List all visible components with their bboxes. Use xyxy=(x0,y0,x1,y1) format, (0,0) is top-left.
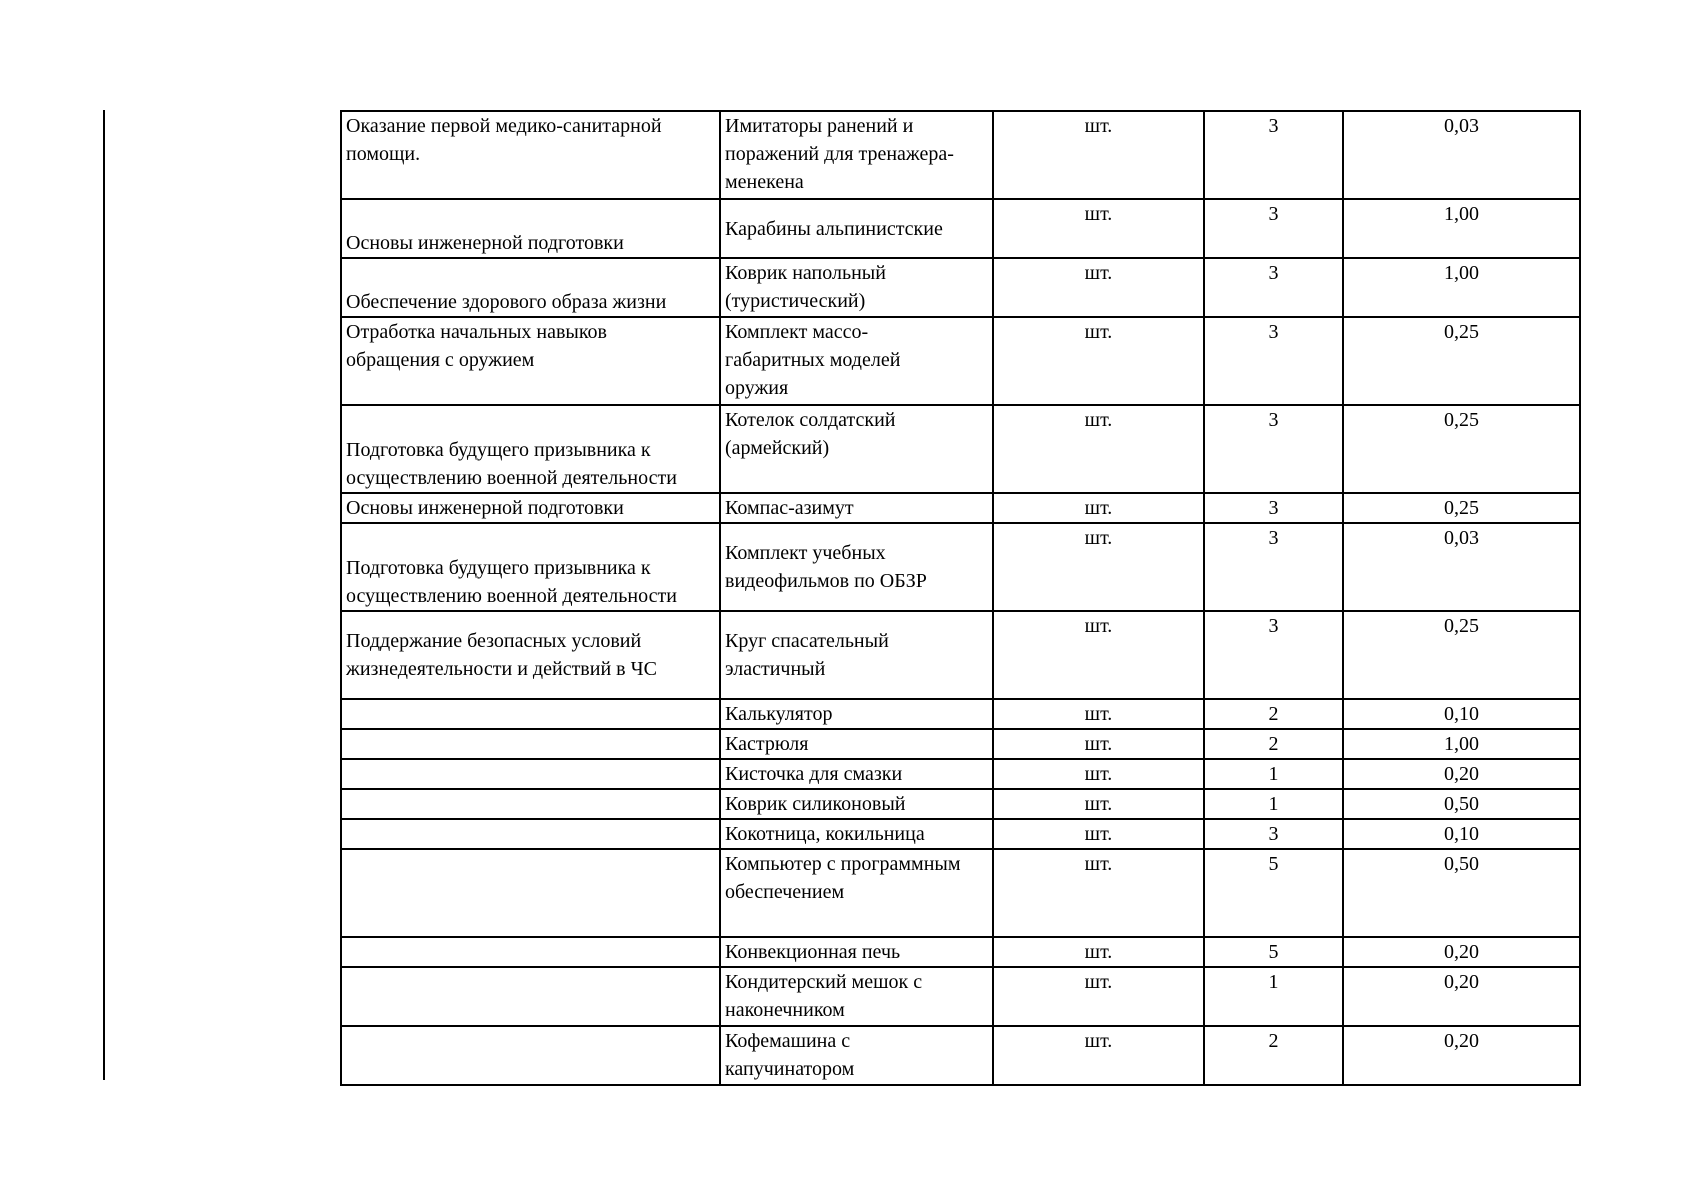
item-name-cell: Кисточка для смазки xyxy=(720,759,993,789)
item-name-cell: Комплект учебных видеофильмов по ОБЗР xyxy=(720,523,993,611)
item-name-cell: Компьютер с программным обеспечением xyxy=(720,849,993,937)
unit-cell: шт. xyxy=(993,317,1204,405)
item-name-cell: Комплект массо- габаритных моделей оружия xyxy=(720,317,993,405)
quantity-cell: 3 xyxy=(1204,111,1343,199)
quantity-cell: 1 xyxy=(1204,789,1343,819)
table-row xyxy=(341,258,1580,317)
value-cell: 1,00 xyxy=(1343,729,1580,759)
category-cell xyxy=(341,819,720,849)
unit-cell: шт. xyxy=(993,937,1204,967)
quantity-cell: 3 xyxy=(1204,819,1343,849)
value-cell: 0,25 xyxy=(1343,317,1580,405)
value-cell: 0,10 xyxy=(1343,819,1580,849)
table-row xyxy=(341,937,1580,967)
item-name-cell: Кофемашина с капучинатором xyxy=(720,1026,993,1085)
quantity-cell: 3 xyxy=(1204,317,1343,405)
category-cell: Обеспечение здорового образа жизни xyxy=(341,258,720,317)
value-cell: 0,03 xyxy=(1343,111,1580,199)
quantity-cell: 2 xyxy=(1204,1026,1343,1085)
item-name-cell: Круг спасательный эластичный xyxy=(720,611,993,699)
quantity-cell: 5 xyxy=(1204,937,1343,967)
quantity-cell: 1 xyxy=(1204,759,1343,789)
item-name-cell: Имитаторы ранений и поражений для тренажера- менекена xyxy=(720,111,993,199)
value-cell: 0,20 xyxy=(1343,967,1580,1026)
category-cell: Основы инженерной подготовки xyxy=(341,199,720,258)
item-name-cell: Коврик напольный (туристический) xyxy=(720,258,993,317)
value-cell: 0,20 xyxy=(1343,1026,1580,1085)
category-cell xyxy=(341,789,720,819)
table-row xyxy=(341,759,1580,789)
category-cell xyxy=(341,937,720,967)
table-row xyxy=(341,405,1580,493)
unit-cell: шт. xyxy=(993,967,1204,1026)
table-row xyxy=(341,789,1580,819)
item-name-cell: Коврик силиконовый xyxy=(720,789,993,819)
table-row xyxy=(341,199,1580,258)
value-cell: 0,03 xyxy=(1343,523,1580,611)
unit-cell: шт. xyxy=(993,819,1204,849)
item-name-cell: Карабины альпинистские xyxy=(720,199,993,258)
quantity-cell: 3 xyxy=(1204,258,1343,317)
value-cell: 0,20 xyxy=(1343,937,1580,967)
category-cell: Поддержание безопасных условий жизнедеятельности и действий в ЧС xyxy=(341,611,720,699)
table-row xyxy=(341,611,1580,699)
value-cell: 0,20 xyxy=(1343,759,1580,789)
quantity-cell: 5 xyxy=(1204,849,1343,937)
item-name-cell: Конвекционная печь xyxy=(720,937,993,967)
unit-cell: шт. xyxy=(993,405,1204,493)
table-row xyxy=(341,967,1580,1026)
category-cell: Подготовка будущего призывника к осуществлению военной деятельности xyxy=(341,523,720,611)
value-cell: 0,50 xyxy=(1343,849,1580,937)
category-cell xyxy=(341,759,720,789)
unit-cell: шт. xyxy=(993,611,1204,699)
equipment-table xyxy=(340,110,1581,1086)
category-cell xyxy=(341,1026,720,1085)
unit-cell: шт. xyxy=(993,199,1204,258)
quantity-cell: 2 xyxy=(1204,699,1343,729)
unit-cell: шт. xyxy=(993,258,1204,317)
table-row xyxy=(341,1026,1580,1085)
category-cell: Оказание первой медико-санитарной помощи. xyxy=(341,111,720,199)
table-row xyxy=(341,111,1580,199)
table-row xyxy=(341,819,1580,849)
category-cell xyxy=(341,849,720,937)
item-name-cell: Котелок солдатский (армейский) xyxy=(720,405,993,493)
table-row xyxy=(341,493,1580,523)
item-name-cell: Калькулятор xyxy=(720,699,993,729)
unit-cell: шт. xyxy=(993,729,1204,759)
unit-cell: шт. xyxy=(993,759,1204,789)
category-cell: Подготовка будущего призывника к осуществлению военной деятельности xyxy=(341,405,720,493)
page-margin-line xyxy=(103,110,105,1080)
value-cell: 1,00 xyxy=(1343,199,1580,258)
quantity-cell: 1 xyxy=(1204,967,1343,1026)
quantity-cell: 2 xyxy=(1204,729,1343,759)
item-name-cell: Компас-азимут xyxy=(720,493,993,523)
value-cell: 0,10 xyxy=(1343,699,1580,729)
unit-cell: шт. xyxy=(993,493,1204,523)
category-cell xyxy=(341,729,720,759)
table-row xyxy=(341,317,1580,405)
category-cell: Отработка начальных навыков обращения с оружием xyxy=(341,317,720,405)
item-name-cell: Кокотница, кокильница xyxy=(720,819,993,849)
table-row xyxy=(341,849,1580,937)
item-name-cell: Кондитерский мешок с наконечником xyxy=(720,967,993,1026)
value-cell: 0,25 xyxy=(1343,405,1580,493)
table-row xyxy=(341,699,1580,729)
table-row xyxy=(341,729,1580,759)
table-row xyxy=(341,523,1580,611)
quantity-cell: 3 xyxy=(1204,523,1343,611)
item-name-cell: Кастрюля xyxy=(720,729,993,759)
quantity-cell: 3 xyxy=(1204,405,1343,493)
unit-cell: шт. xyxy=(993,699,1204,729)
unit-cell: шт. xyxy=(993,111,1204,199)
category-cell: Основы инженерной подготовки xyxy=(341,493,720,523)
value-cell: 1,00 xyxy=(1343,258,1580,317)
value-cell: 0,25 xyxy=(1343,611,1580,699)
quantity-cell: 3 xyxy=(1204,493,1343,523)
value-cell: 0,50 xyxy=(1343,789,1580,819)
unit-cell: шт. xyxy=(993,523,1204,611)
category-cell xyxy=(341,967,720,1026)
unit-cell: шт. xyxy=(993,1026,1204,1085)
category-cell xyxy=(341,699,720,729)
unit-cell: шт. xyxy=(993,849,1204,937)
value-cell: 0,25 xyxy=(1343,493,1580,523)
quantity-cell: 3 xyxy=(1204,611,1343,699)
unit-cell: шт. xyxy=(993,789,1204,819)
quantity-cell: 3 xyxy=(1204,199,1343,258)
